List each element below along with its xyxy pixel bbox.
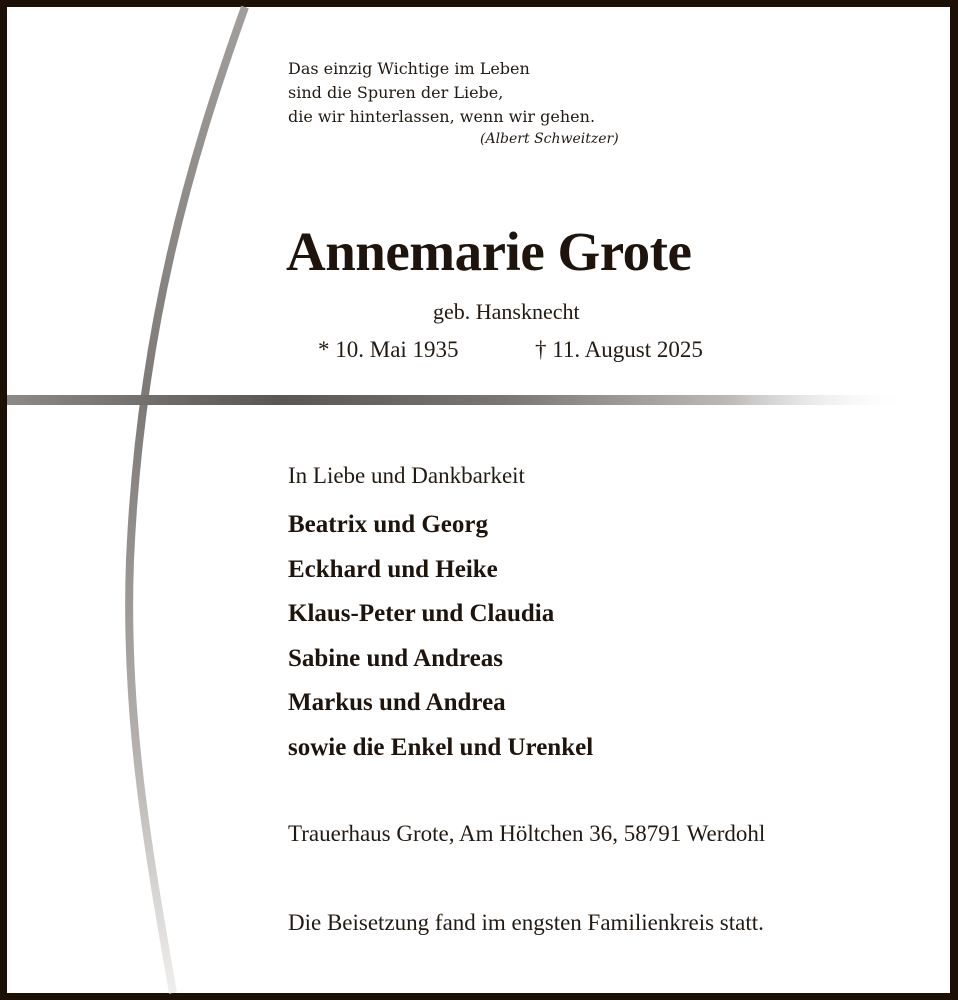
quote-line-3: die wir hinterlassen, wenn wir gehen.	[288, 107, 596, 126]
quote-attribution: (Albert Schweitzer)	[480, 131, 619, 147]
deceased-name: Annemarie Grote	[286, 221, 692, 282]
mourner-name: sowie die Enkel und Urenkel	[288, 734, 594, 761]
quote-line-2: sind die Spuren der Liebe,	[288, 83, 504, 102]
mourner-name: Eckhard und Heike	[288, 556, 498, 583]
mourner-name: Beatrix und Georg	[288, 511, 488, 538]
mourning-house-address: Trauerhaus Grote, Am Höltchen 36, 58791 Werdohl	[288, 821, 766, 846]
mourner-name: Klaus-Peter und Claudia	[288, 600, 555, 627]
mourners-intro: In Liebe und Dankbarkeit	[288, 463, 525, 488]
death-date: † 11. August 2025	[535, 337, 703, 362]
mourner-name: Sabine und Andreas	[288, 645, 503, 672]
birth-date: * 10. Mai 1935	[318, 337, 459, 362]
mourner-name: Markus und Andrea	[288, 689, 506, 716]
maiden-name: geb. Hansknecht	[433, 299, 580, 324]
burial-note: Die Beisetzung fand im engsten Familienkreis statt.	[288, 910, 764, 935]
quote-line-1: Das einzig Wichtige im Leben	[288, 59, 530, 78]
